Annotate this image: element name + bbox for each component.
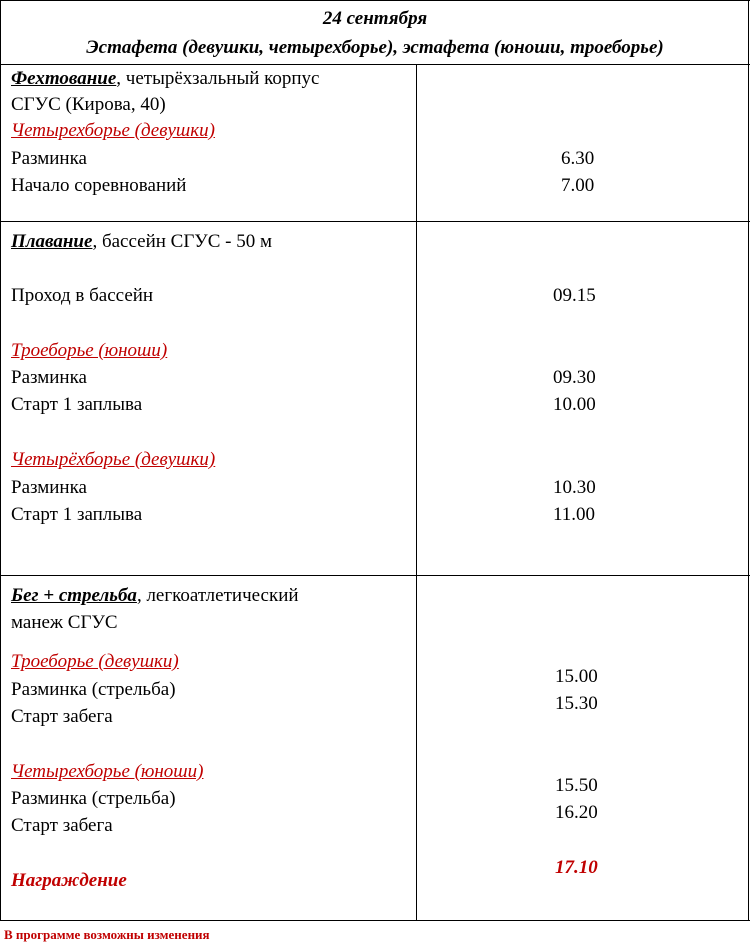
row-label: Разминка <box>11 367 87 388</box>
row-time: 15.50 <box>555 775 598 796</box>
row-label: Разминка <box>11 477 87 498</box>
venue-line-2: манеж СГУС <box>11 612 118 633</box>
row-label: Разминка <box>11 148 87 169</box>
award-label: Награждение <box>11 870 127 891</box>
row-label: Старт 1 заплыва <box>11 504 143 525</box>
row-time: 09.15 <box>553 285 596 306</box>
schedule-date: 24 сентября <box>322 8 428 29</box>
table-border-left <box>0 0 1 921</box>
row-time: 11.00 <box>553 504 596 525</box>
sport-name: Фехтование <box>11 68 117 89</box>
sport-name: Плавание <box>11 231 93 252</box>
award-time: 17.10 <box>555 857 598 878</box>
row-label: Начало соревнований <box>11 175 187 196</box>
table-border-right <box>748 0 749 921</box>
group-name: Четырёхборье (девушки) <box>11 449 216 470</box>
row-time: 10.30 <box>553 477 596 498</box>
row-time: 10.00 <box>553 394 596 415</box>
schedule-events: Эстафета (девушки, четырехборье), эстафета (юноши, троеборье) <box>86 37 664 58</box>
run-shoot-title <box>11 586 299 605</box>
footer-note: В программе возможны изменения <box>4 927 210 942</box>
group-name: Троеборье (девушки) <box>11 651 179 672</box>
column-divider <box>416 64 417 921</box>
fencing-title <box>11 69 320 88</box>
row-time: 16.20 <box>555 802 598 823</box>
venue: , четырёхзальный корпус <box>116 68 320 89</box>
row-time: 09.30 <box>553 367 596 388</box>
table-border-bottom <box>0 920 750 921</box>
row-divider-1 <box>0 221 750 222</box>
venue-line-2: СГУС (Кирова, 40) <box>11 94 166 115</box>
row-time: 7.00 <box>561 175 595 196</box>
venue: , бассейн СГУС - 50 м <box>92 231 273 252</box>
row-label: Старт забега <box>11 815 113 836</box>
row-time: 15.00 <box>555 666 598 687</box>
group-name: Четырехборье (девушки) <box>11 120 215 141</box>
row-label: Проход в бассейн <box>11 285 154 306</box>
row-time: 15.30 <box>555 693 598 714</box>
row-label: Старт 1 заплыва <box>11 394 143 415</box>
row-label: Разминка (стрельба) <box>11 679 176 700</box>
row-time: 6.30 <box>561 148 595 169</box>
group-name: Троеборье (юноши) <box>11 340 168 361</box>
header-divider <box>0 64 750 65</box>
table-border-top <box>0 0 750 1</box>
venue: , легкоатлетический <box>136 585 299 606</box>
sport-name: Бег + стрельба <box>11 585 137 606</box>
row-label: Старт забега <box>11 706 113 727</box>
group-name: Четырехборье (юноши) <box>11 761 204 782</box>
row-label: Разминка (стрельба) <box>11 788 176 809</box>
swimming-title <box>11 232 272 251</box>
row-divider-2 <box>0 575 750 576</box>
